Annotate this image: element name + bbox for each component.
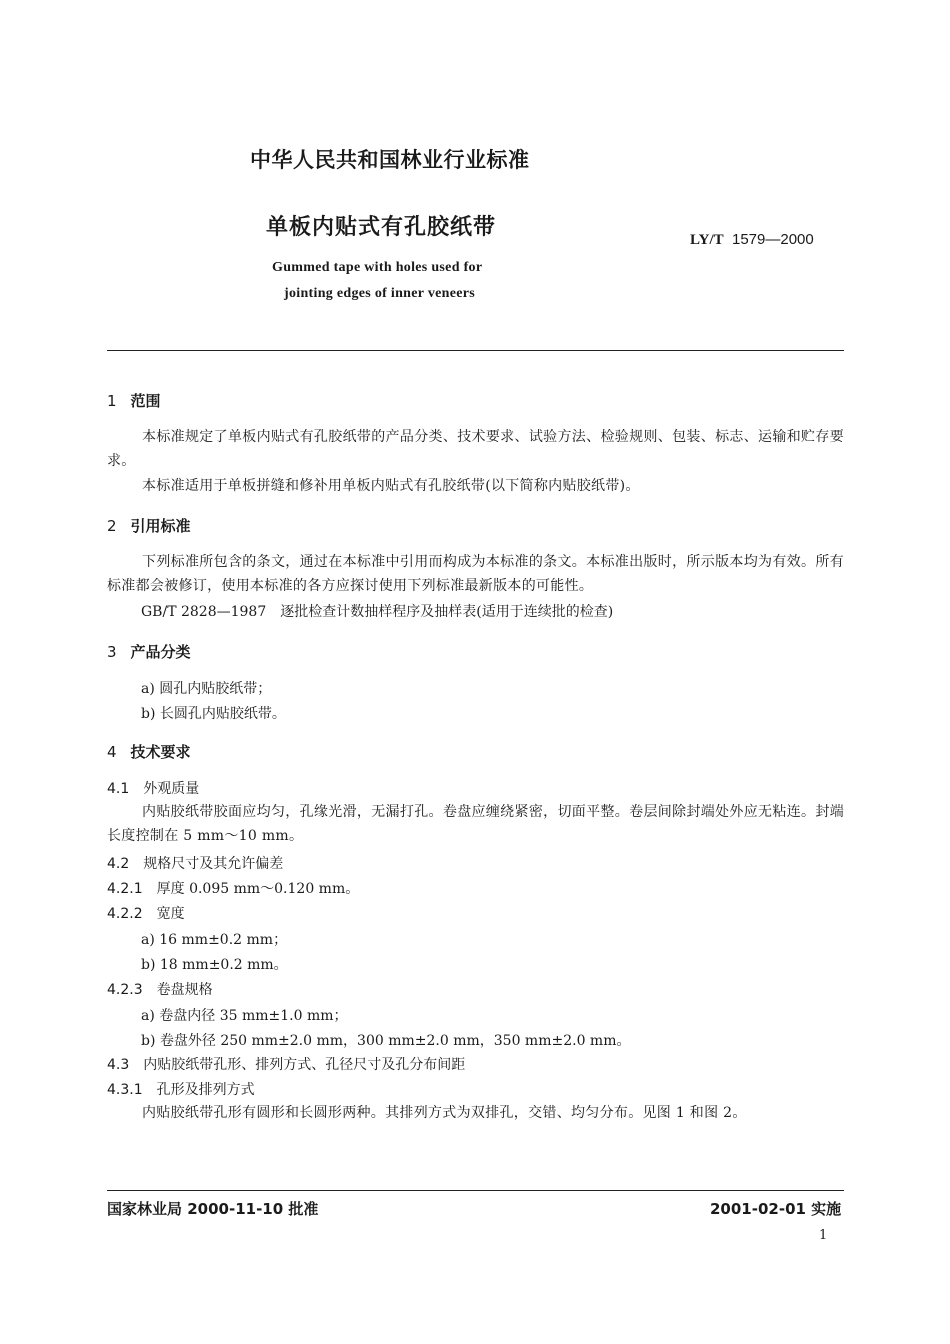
standard-code-number: 1579—2000 — [731, 231, 814, 248]
effective-date: 2001-02-01 实施 — [710, 1200, 842, 1218]
section-number: 2 — [107, 517, 117, 535]
subsection-4-3 — [107, 1054, 465, 1074]
section-number: 3 — [107, 643, 117, 661]
section-title: 范围 — [130, 392, 161, 410]
list-item: a) 圆孔内贴胶纸带； — [141, 681, 272, 697]
standard-code-prefix: LY/T — [690, 232, 724, 248]
section-1-heading — [107, 390, 161, 411]
header-divider — [107, 350, 844, 351]
subsection-title: 厚度 0.095 mm～0.120 mm。 — [156, 881, 360, 897]
subsection-title: 外观质量 — [143, 781, 200, 797]
subsection-4-3-1-paragraph: 内贴胶纸带孔形有圆形和长圆形两种。其排列方式为双排孔，交错、均匀分布。见图 1 和图 2。 — [142, 1105, 747, 1121]
section-4-heading — [107, 741, 191, 762]
subsection-number: 4.3.1 — [107, 1082, 143, 1098]
approval-date: 国家林业局 2000-11-10 批准 — [107, 1200, 319, 1218]
list-item: b) 卷盘外径 250 mm±2.0 mm，300 mm±2.0 mm，350 mm±2.0 mm。 — [141, 1033, 631, 1049]
section-number: 4 — [107, 743, 117, 761]
subsection-number: 4.2 — [107, 856, 130, 872]
section-1-paragraph-1: 本标准规定了单板内贴式有孔胶纸带的产品分类、技术要求、试验方法、检验规则、包装、标志、运输和贮存要求。 — [107, 429, 844, 469]
subsection-title: 内贴胶纸带孔形、排列方式、孔径尺寸及孔分布间距 — [143, 1057, 466, 1073]
reference-gbt-2828: GB/T 2828—1987 逐批检查计数抽样程序及抽样表(适用于连续批的检查) — [141, 604, 614, 620]
subsection-title: 规格尺寸及其允许偏差 — [143, 856, 284, 872]
list-item: a) 卷盘内径 35 mm±1.0 mm； — [141, 1008, 348, 1024]
subsection-number: 4.2.2 — [107, 906, 143, 922]
subsection-4-1 — [107, 778, 199, 798]
english-title-line1: Gummed tape with holes used for — [272, 260, 483, 275]
english-title-line2: jointing edges of inner veneers — [284, 286, 476, 301]
subsection-title: 卷盘规格 — [156, 982, 213, 998]
subsection-4-2-3 — [107, 979, 213, 999]
section-2-paragraph: 下列标准所包含的条文，通过在本标准中引用而构成为本标准的条文。本标准出版时，所示版本均为有效。所有标准都会被修订，使用本标准的各方应探讨使用下列标准最新版本的可能性。 — [107, 554, 844, 594]
standard-code — [690, 231, 814, 249]
section-3-heading — [107, 641, 191, 662]
list-item: b) 18 mm±0.2 mm。 — [141, 957, 288, 973]
subsection-title: 孔形及排列方式 — [156, 1082, 255, 1098]
subsection-4-2-2 — [107, 903, 185, 923]
subsection-title: 宽度 — [156, 906, 185, 922]
subsection-4-1-paragraph: 内贴胶纸带胶面应均匀，孔缘光滑，无漏打孔。卷盘应缠绕紧密，切面平整。卷层间除封端处外应无粘连。封端长度控制在 5 mm～10 mm。 — [107, 804, 844, 844]
subsection-number: 4.1 — [107, 781, 130, 797]
subsection-4-3-1 — [107, 1079, 255, 1099]
section-1-paragraph-2: 本标准适用于单板拼缝和修补用单板内贴式有孔胶纸带(以下简称内贴胶纸带)。 — [142, 478, 640, 494]
subsection-number: 4.3 — [107, 1057, 130, 1073]
section-title: 技术要求 — [130, 743, 191, 761]
page-number: 1 — [819, 1228, 828, 1243]
standard-category-title: 中华人民共和国林业行业标准 — [250, 148, 530, 172]
footer-divider — [107, 1190, 844, 1191]
subsection-4-2-1 — [107, 878, 359, 898]
document-title: 单板内贴式有孔胶纸带 — [266, 215, 497, 240]
list-item: b) 长圆孔内贴胶纸带。 — [141, 706, 286, 722]
list-item: a) 16 mm±0.2 mm； — [141, 932, 288, 948]
subsection-number: 4.2.3 — [107, 982, 143, 998]
section-number: 1 — [107, 392, 117, 410]
subsection-4-2 — [107, 853, 283, 873]
subsection-number: 4.2.1 — [107, 881, 143, 897]
section-2-heading — [107, 515, 191, 536]
section-title: 引用标准 — [130, 517, 191, 535]
section-title: 产品分类 — [130, 643, 191, 661]
